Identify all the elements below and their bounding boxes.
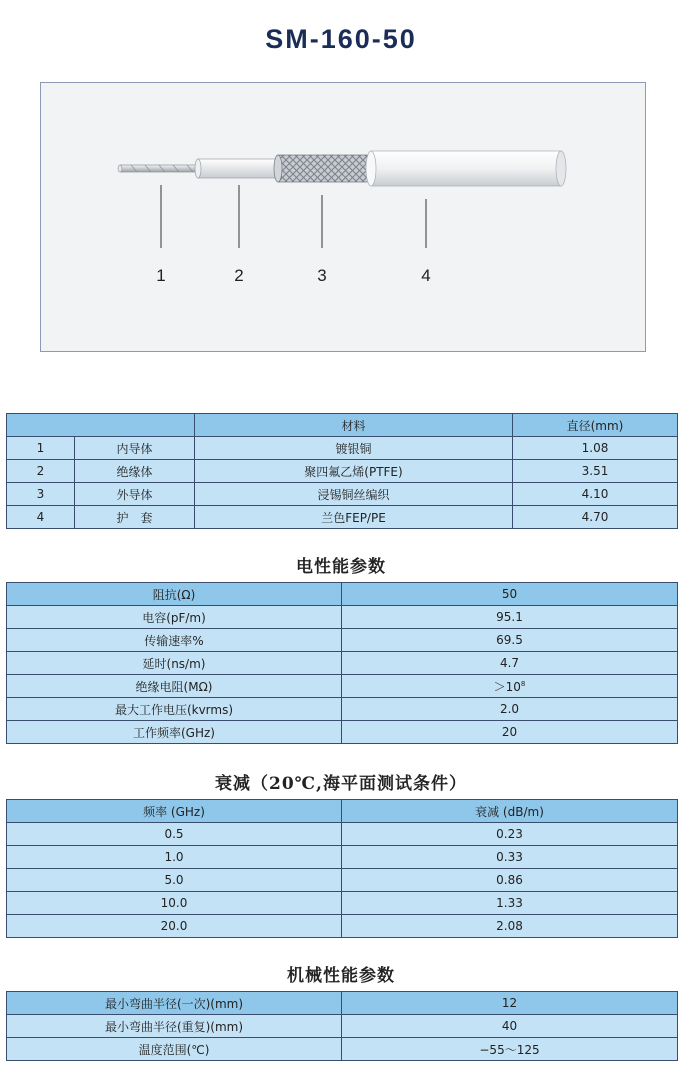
- component-name: 绝缘体: [75, 460, 195, 483]
- param-name: 温度范围(℃): [7, 1038, 342, 1061]
- param-name: 传输速率%: [7, 629, 342, 652]
- table-row: [7, 629, 678, 652]
- param-value: 12: [342, 992, 678, 1015]
- table-row: [7, 846, 678, 869]
- table-row: [7, 869, 678, 892]
- diameter: 4.10: [513, 483, 678, 506]
- table-row: [7, 483, 678, 506]
- param-value: 95.1: [342, 606, 678, 629]
- component-name: 护 套: [75, 506, 195, 529]
- frequency: 0.5: [7, 823, 342, 846]
- param-value: 69.5: [342, 629, 678, 652]
- table-row: [7, 583, 678, 606]
- frequency: 1.0: [7, 846, 342, 869]
- electrical-section-title: 电性能参数: [296, 557, 386, 577]
- inner-conductor: [118, 165, 200, 172]
- table-row: [7, 437, 678, 460]
- table-row: [7, 892, 678, 915]
- param-name: 最小弯曲半径(重复)(mm): [7, 1015, 342, 1038]
- param-name: 电容(pF/m): [7, 606, 342, 629]
- attenuation: 1.33: [342, 892, 678, 915]
- attenuation: 0.23: [342, 823, 678, 846]
- callout-label-4: 4: [421, 266, 431, 285]
- outer-jacket: [366, 151, 566, 186]
- diameter: 4.70: [513, 506, 678, 529]
- table-row: [7, 652, 678, 675]
- attenuation: 0.86: [342, 869, 678, 892]
- param-value: −55～125: [342, 1038, 678, 1061]
- table-row: [7, 460, 678, 483]
- table-row: [7, 992, 678, 1015]
- param-name: 最小弯曲半径(一次)(mm): [7, 992, 342, 1015]
- header-cell-material: 材料: [195, 414, 513, 437]
- diameter: 3.51: [513, 460, 678, 483]
- row-number: 2: [7, 460, 75, 483]
- param-value: 2.0: [342, 698, 678, 721]
- page-title: SM-160-50: [265, 24, 417, 54]
- row-number: 3: [7, 483, 75, 506]
- table-header-row: [7, 800, 678, 823]
- header-attenuation: 衰减 (dB/m): [342, 800, 678, 823]
- header-frequency: 频率 (GHz): [7, 800, 342, 823]
- callout-label-1: 1: [156, 266, 166, 285]
- param-value: 20: [342, 721, 678, 744]
- param-value: [342, 675, 678, 698]
- attenuation: 0.33: [342, 846, 678, 869]
- mechanical-table: [6, 991, 678, 1061]
- outer-braid: [274, 155, 373, 182]
- insulation-layer: [195, 159, 280, 178]
- frequency: 5.0: [7, 869, 342, 892]
- cable-diagram: [40, 82, 646, 352]
- material: 浸锡铜丝编织: [195, 483, 513, 506]
- diameter: 1.08: [513, 437, 678, 460]
- header-cell: [7, 414, 195, 437]
- table-row: [7, 1038, 678, 1061]
- mechanical-section-title: 机械性能参数: [287, 966, 395, 986]
- structure-table: [6, 413, 678, 529]
- param-value: 50: [342, 583, 678, 606]
- cable-illustration: [41, 83, 647, 353]
- table-row: [7, 721, 678, 744]
- row-number: 1: [7, 437, 75, 460]
- table-row: [7, 606, 678, 629]
- insulation-value-base: ＞10: [493, 679, 521, 694]
- header-cell-diameter: 直径(mm): [513, 414, 678, 437]
- table-row: [7, 698, 678, 721]
- attenuation: 2.08: [342, 915, 678, 938]
- component-name: 内导体: [75, 437, 195, 460]
- param-value: 40: [342, 1015, 678, 1038]
- row-number: 4: [7, 506, 75, 529]
- callout-label-2: 2: [234, 266, 244, 285]
- attenuation-section-title: 衰减（20℃,海平面测试条件）: [215, 774, 467, 794]
- table-row: [7, 915, 678, 938]
- param-value: 4.7: [342, 652, 678, 675]
- table-row: [7, 1015, 678, 1038]
- table-header-row: [7, 414, 678, 437]
- material: 聚四氟乙烯(PTFE): [195, 460, 513, 483]
- material: 镀银铜: [195, 437, 513, 460]
- frequency: 10.0: [7, 892, 342, 915]
- material: 兰色FEP/PE: [195, 506, 513, 529]
- callout-label-3: 3: [317, 266, 327, 285]
- frequency: 20.0: [7, 915, 342, 938]
- attenuation-table: [6, 799, 678, 938]
- insulation-value-exponent: 8: [520, 679, 526, 688]
- table-row: [7, 823, 678, 846]
- component-name: 外导体: [75, 483, 195, 506]
- param-name: 绝缘电阻(MΩ): [7, 675, 342, 698]
- param-name: 阻抗(Ω): [7, 583, 342, 606]
- param-name: 延时(ns/m): [7, 652, 342, 675]
- table-row: [7, 675, 678, 698]
- param-name: 最大工作电压(kvrms): [7, 698, 342, 721]
- electrical-table: [6, 582, 678, 744]
- table-row: [7, 506, 678, 529]
- param-name: 工作频率(GHz): [7, 721, 342, 744]
